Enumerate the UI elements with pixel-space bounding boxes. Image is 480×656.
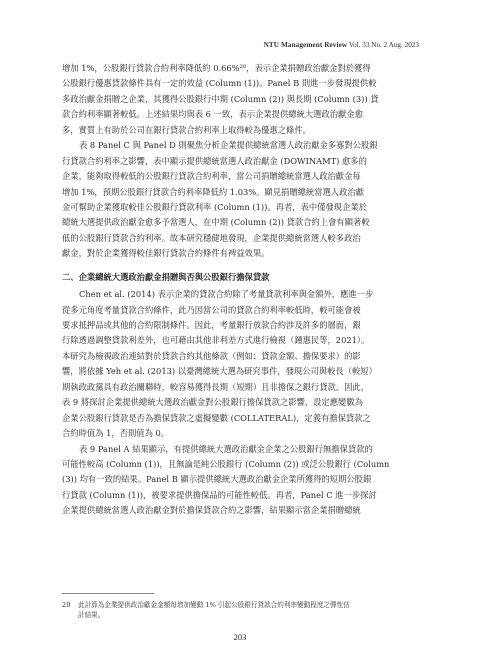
footnote-text: 此計算為企業提供政治獻金金額每增加變動 1% 引起公股銀行貸款合約利率變動程度之彈性估 — [78, 601, 350, 609]
text-line: 可能性較高 (Column (1))，且無論是純公股銀行 (Column (2)) 或泛公股銀行 (Column — [62, 458, 390, 469]
footnote-number: 20 — [62, 601, 71, 609]
text-line: 公股銀行優惠貸款條件具有一定的效益 (Column (1))。Panel B 則進一步發現提供較 — [62, 78, 377, 89]
text-line: 款合約利率顯著較低。上述結果均與表 6 一致，表示企業提供總統大選政治獻金愈 — [62, 109, 363, 120]
text-line: 本研究為檢視政治連結對於貸款合約其他條款（例如：貸款金額、擔保要求）的影 — [62, 350, 361, 361]
text-line: 從多元角度考量貸款合約條件，此乃因當公司的貸款合約利率較低時，較可能會被 — [62, 304, 361, 315]
footnote-text-continued: 計結果。 — [78, 611, 105, 619]
text-line: 企業，能夠取得較低的公股銀行貸款合約利率，當公司捐贈總統當選人政治獻金每 — [62, 171, 361, 182]
text-line: 表 8 Panel C 與 Panel D 則聚焦分析企業提供總統當選人政治獻金多寡對公股銀 — [79, 140, 378, 151]
text-line: (3)) 均有一致的結果。Panel B 顯示提供總統大選政治獻金企業所獲得的短期公股銀 — [62, 474, 372, 485]
body-text — [62, 61, 420, 519]
text-line: Chen et al. (2014) 表示企業的貸款合約除了考量貸款利率與金額外，應進一步 — [79, 289, 374, 300]
footnote-divider — [62, 593, 154, 594]
text-line: 響，將依據 Yeh et al. (2013) 以臺灣總統大選為研究事件，發現公司與較長（較短） — [62, 366, 377, 377]
section-heading: 二、企業總統大選政治獻金捐贈與否與公股銀行擔保貸款 — [62, 271, 270, 282]
paragraph-2 — [62, 138, 420, 262]
text-line: 增加 1%，公股銀行貸款合約利率降低約 0.66%²⁰，表示企業捐贈政治獻金對於獲得 — [62, 63, 371, 73]
running-header — [264, 41, 419, 49]
text-line: 表 9 Panel A 結果顯示，有提供總統大選政治獻金企業之公股銀行無擔保貸款的 — [79, 443, 373, 454]
text-line: 企業提供總統當選人政治獻金對於擔保貸款合約之影響，結果顯示當企業捐贈總統 — [62, 505, 361, 516]
journal-name: NTU Management Review — [263, 41, 348, 49]
page-number: 203 — [233, 632, 247, 642]
paragraph-4 — [62, 442, 420, 519]
text-line: 低的公股銀行貸款合約利率。故本研究穩健地發現，企業提供總統當選人較多政治 — [62, 232, 361, 243]
text-line: 金可幫助企業獲取較佳公股銀行貸款利率 (Column (1))。再者，表中僅發現企業於 — [62, 201, 367, 212]
text-line: 企業公股銀行貸款是否為擔保貸款之虛擬變數 (COLLATERAL)，定義有擔保貸款之 — [62, 412, 371, 423]
text-line: 行除透過調整貸款利差外，也可藉由其他非利差方式進行檢視（鍾惠民等，2021）。 — [62, 335, 370, 346]
text-line: 多政治獻金捐贈之企業，其獲得公股銀行中期 (Column (2)) 與長期 (Column (3)) 貸 — [62, 93, 379, 104]
paragraph-1 — [62, 61, 420, 138]
issue-info: Vol. 33 No. 2 Aug. 2023 — [348, 41, 419, 49]
text-line: 多，實質上有助於公司在銀行貸款合約利率上取得較為優惠之條件。 — [62, 124, 311, 135]
text-line: 行貸款合約利率之影響，表中顯示提供總統當選人政治獻金 (DOWINAMT) 愈多的 — [62, 155, 367, 166]
text-line: 要求抵押品或其他的合約限制條件。因此，考量銀行放款合約涉及許多的層面，銀 — [62, 320, 361, 330]
text-line: 期執政政黨具有政治關聯時，較容易獲得長期（短期）且非擔保之銀行貸款。因此， — [62, 381, 369, 392]
text-line: 獻金，對於企業獲得較佳銀行貸款合約條件有裨益效果。 — [62, 248, 270, 259]
text-line: 表 9 將探討企業提供總統大選政治獻金對公股銀行擔保貸款之影響，設定應變數為 — [62, 397, 363, 408]
text-line: 合約時值為 1，否則值為 0。 — [62, 428, 170, 439]
text-line: 增加 1%，預期公股銀行貸款合約利率降低約 1.03%。顯見捐贈總統當選人政治獻 — [62, 186, 365, 197]
text-line: 總統大選提供政治獻金愈多予當選人，在中期 (Column (2)) 貸款合約上會有顯著較 — [62, 217, 370, 228]
text-line: 行貸款 (Column (1))，被要求提供擔保品的可能性較低。再者，Panel C 進一步探討 — [62, 489, 377, 500]
footnote — [62, 600, 420, 620]
paragraph-3 — [62, 287, 420, 441]
